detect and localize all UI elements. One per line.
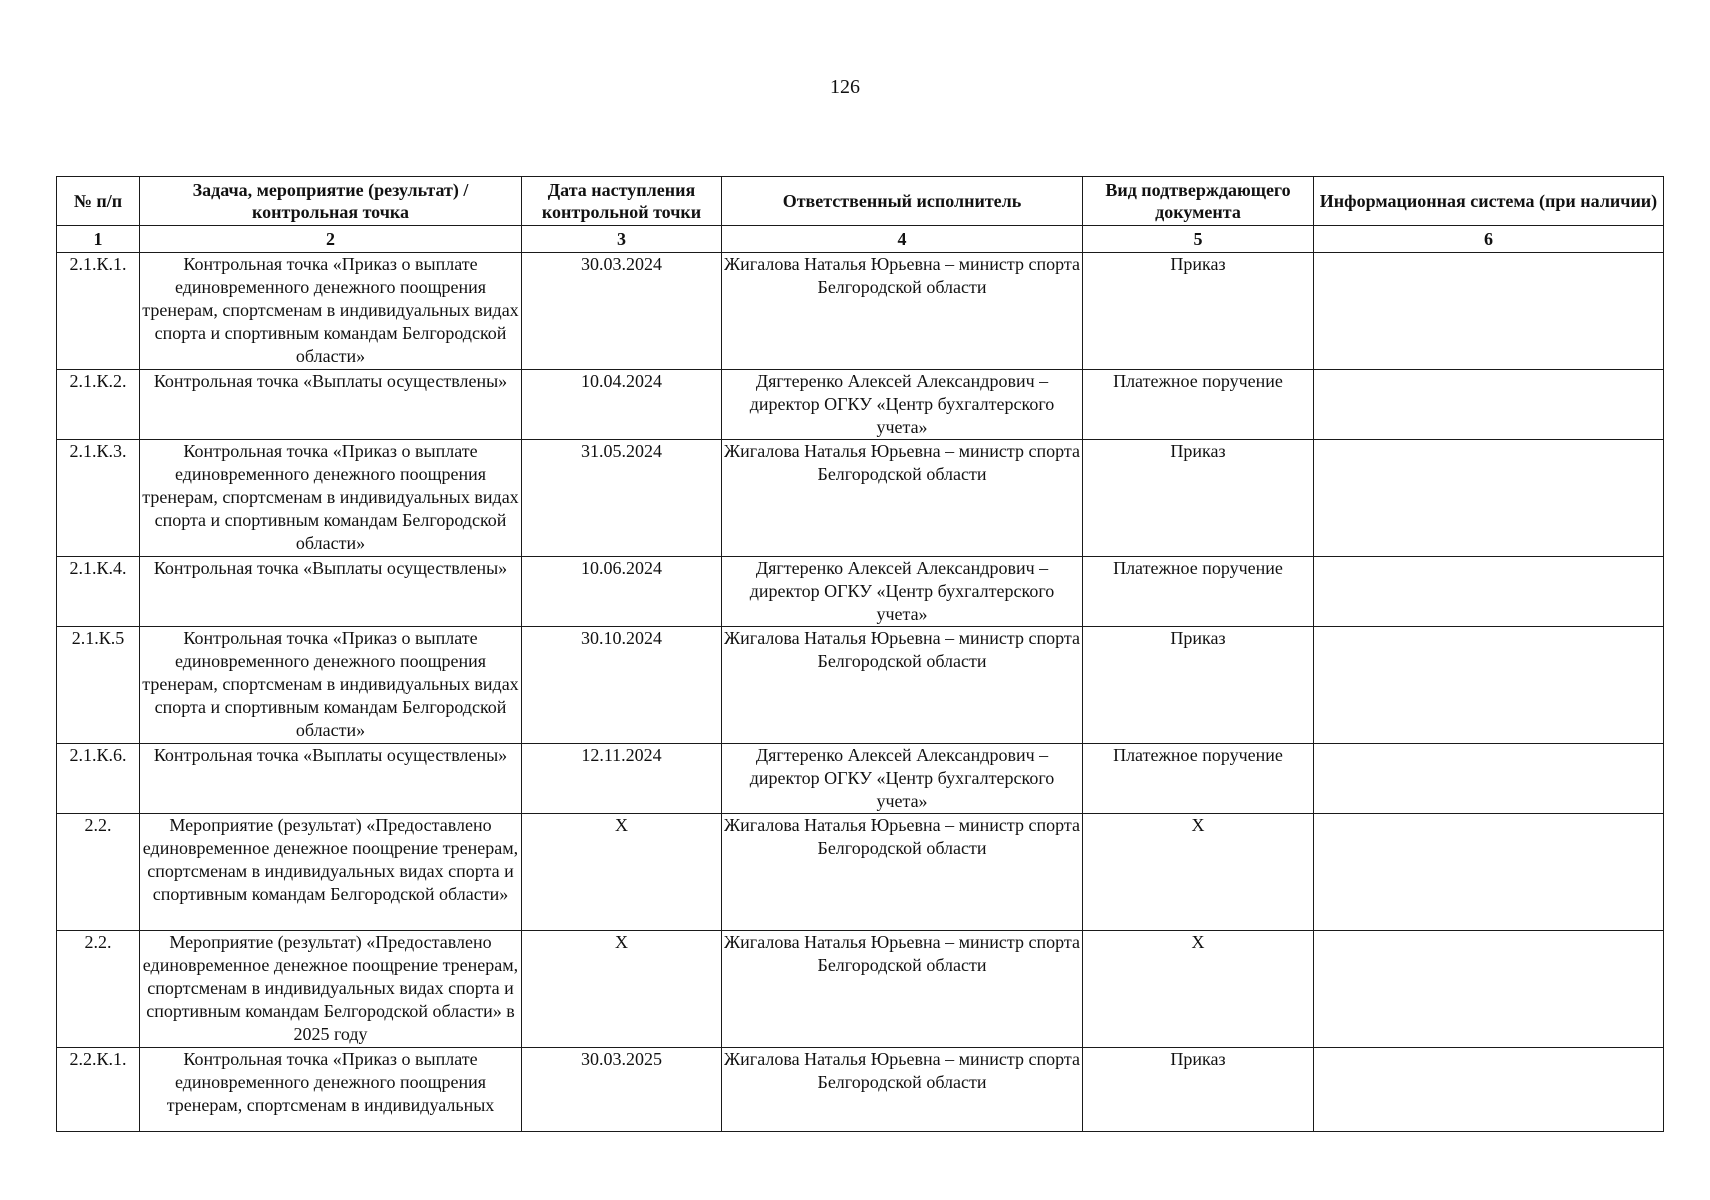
cell-number: 2.1.К.6. (57, 744, 140, 814)
cell-number: 2.1.К.2. (57, 370, 140, 440)
cell-task: Мероприятие (результат) «Предоставлено единовременное денежное поощрение тренерам, спортсменам в индивидуальных видах спорта и спортивным командам Белгородской области» (140, 814, 522, 931)
cell-task: Мероприятие (результат) «Предоставлено единовременное денежное поощрение тренерам, спортсменам в индивидуальных видах спорта и спортивным командам Белгородской области» в 2025 году (140, 931, 522, 1048)
cell-task: Контрольная точка «Приказ о выплате единовременного денежного поощрения тренерам, спортсменам в индивидуальных видах спорта и спортивным командам Белгородской области» (140, 627, 522, 744)
column-numbers-row (57, 226, 1664, 253)
cell-date: 31.05.2024 (522, 440, 722, 557)
column-number: 5 (1083, 226, 1314, 253)
cell-system (1314, 1048, 1664, 1132)
cell-executor: Жигалова Наталья Юрьевна – министр спорта Белгородской области (722, 440, 1083, 557)
cell-document: Платежное поручение (1083, 370, 1314, 440)
header-document: Вид подтверждающего документа (1083, 177, 1314, 226)
cell-executor: Дягтеренко Алексей Александрович – директор ОГКУ «Центр бухгалтерского учета» (722, 557, 1083, 627)
cell-number: 2.2. (57, 931, 140, 1048)
cell-date: 30.03.2025 (522, 1048, 722, 1132)
table-row (57, 557, 1664, 627)
cell-system (1314, 370, 1664, 440)
header-system: Информационная система (при наличии) (1314, 177, 1664, 226)
cell-task: Контрольная точка «Выплаты осуществлены» (140, 370, 522, 440)
cell-system (1314, 627, 1664, 744)
cell-task: Контрольная точка «Выплаты осуществлены» (140, 557, 522, 627)
cell-date: 10.04.2024 (522, 370, 722, 440)
cell-task: Контрольная точка «Приказ о выплате единовременного денежного поощрения тренерам, спортсменам в индивидуальных видах спорта и спортивным командам Белгородской области» (140, 253, 522, 370)
cell-executor: Жигалова Наталья Юрьевна – министр спорта Белгородской области (722, 931, 1083, 1048)
header-executor: Ответственный исполнитель (722, 177, 1083, 226)
column-number: 1 (57, 226, 140, 253)
column-number: 2 (140, 226, 522, 253)
table-row (57, 744, 1664, 814)
cell-executor: Жигалова Наталья Юрьевна – министр спорта Белгородской области (722, 627, 1083, 744)
cell-system (1314, 440, 1664, 557)
column-number: 3 (522, 226, 722, 253)
cell-system (1314, 557, 1664, 627)
cell-executor: Дягтеренко Алексей Александрович – директор ОГКУ «Центр бухгалтерского учета» (722, 744, 1083, 814)
cell-system (1314, 931, 1664, 1048)
cell-date: 12.11.2024 (522, 744, 722, 814)
cell-document: Приказ (1083, 627, 1314, 744)
header-date: Дата наступления контрольной точки (522, 177, 722, 226)
cell-number: 2.1.К.4. (57, 557, 140, 627)
cell-document: Приказ (1083, 440, 1314, 557)
column-number: 6 (1314, 226, 1664, 253)
table-row (57, 440, 1664, 557)
cell-task: Контрольная точка «Выплаты осуществлены» (140, 744, 522, 814)
table-row (57, 627, 1664, 744)
cell-date: 30.10.2024 (522, 627, 722, 744)
cell-document: Приказ (1083, 1048, 1314, 1132)
cell-date: 30.03.2024 (522, 253, 722, 370)
header-task: Задача, мероприятие (результат) / контрольная точка (140, 177, 522, 226)
cell-executor: Жигалова Наталья Юрьевна – министр спорта Белгородской области (722, 814, 1083, 931)
cell-number: 2.1.К.5 (57, 627, 140, 744)
cell-system (1314, 814, 1664, 931)
cell-date: X (522, 814, 722, 931)
table-header-row (57, 177, 1664, 226)
cell-number: 2.1.К.1. (57, 253, 140, 370)
cell-document: Приказ (1083, 253, 1314, 370)
header-number: № п/п (57, 177, 140, 226)
cell-document: Платежное поручение (1083, 744, 1314, 814)
cell-number: 2.1.К.3. (57, 440, 140, 557)
cell-executor: Жигалова Наталья Юрьевна – министр спорта Белгородской области (722, 1048, 1083, 1132)
table-row (57, 253, 1664, 370)
table-row (57, 931, 1664, 1048)
cell-number: 2.2. (57, 814, 140, 931)
cell-date: 10.06.2024 (522, 557, 722, 627)
cell-task: Контрольная точка «Приказ о выплате единовременного денежного поощрения тренерам, спортсменам в индивидуальных (140, 1048, 522, 1132)
cell-system (1314, 253, 1664, 370)
table-row (57, 1048, 1664, 1132)
column-number: 4 (722, 226, 1083, 253)
cell-task: Контрольная точка «Приказ о выплате единовременного денежного поощрения тренерам, спортсменам в индивидуальных видах спорта и спортивным командам Белгородской области» (140, 440, 522, 557)
cell-date: X (522, 931, 722, 1048)
page-number: 126 (830, 76, 860, 98)
control-points-table (56, 176, 1664, 1132)
cell-number: 2.2.К.1. (57, 1048, 140, 1132)
cell-executor: Дягтеренко Алексей Александрович – директор ОГКУ «Центр бухгалтерского учета» (722, 370, 1083, 440)
cell-document: Платежное поручение (1083, 557, 1314, 627)
cell-executor: Жигалова Наталья Юрьевна – министр спорта Белгородской области (722, 253, 1083, 370)
cell-document: X (1083, 931, 1314, 1048)
cell-system (1314, 744, 1664, 814)
table-row (57, 370, 1664, 440)
table-row (57, 814, 1664, 931)
cell-document: X (1083, 814, 1314, 931)
